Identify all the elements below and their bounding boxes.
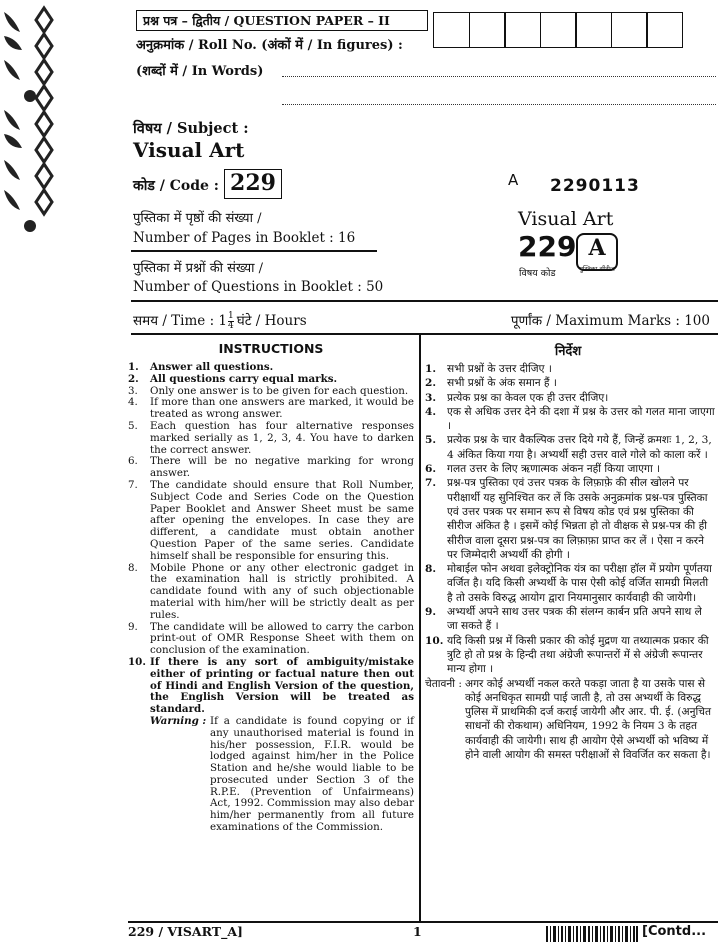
- time-prefix: समय / Time : 1: [133, 313, 227, 329]
- warning-hindi: चेतावनी : अगर कोई अभ्यर्थी नकल करते पकड़ा जाता है या उसके पास से कोई अनधिकृत सामग्री पाई जाती है, तो उस अभ्यर्थी के विरुद्ध पुलिस में प्राथमिकी दर्ज कराई जायेगी और आर. पी. ई. (अनुचित साधनों की रोकथाम) अधिनियम, 1992 के नियम 3 के तहत कार्यवाही की जायेगी। साथ ही आयोग ऐसे अभ्यर्थी को भविष्य में होने वाली आयोग की समस्त परीक्षाओं से विवर्जित कर सकता है।: [425, 677, 711, 762]
- list-item: 3. Only one answer is to be given for each question.: [128, 384, 409, 397]
- roll-number-boxes[interactable]: [433, 12, 682, 48]
- booklet-subject-name: Visual Art: [518, 208, 614, 230]
- list-item: 4. If more than one answers are marked, it would be treated as wrong answer.: [128, 396, 414, 421]
- pages-label-english: Number of Pages in Booklet : 16: [133, 230, 356, 246]
- list-item: 5. प्रत्येक प्रश्न के चार वैकल्पिक उत्तर दिये गये हैं, जिन्हें क्रमशः 1, 2, 3, 4 अंकित किया गया है। अभ्यर्थी सही उत्तर वाले गोले को काला करें ।: [425, 434, 712, 461]
- instructions-list-hindi: [425, 362, 715, 762]
- nirdesh-title: निर्देश: [554, 344, 582, 359]
- roll-digit-box[interactable]: [540, 12, 577, 48]
- list-item: 7. प्रश्न-पत्र पुस्तिका एवं उत्तर पत्रक के लिफ़ाफ़े की सील खोलने पर परीक्षार्थी यह सुनिश्चित कर लें कि उसके अनुक्रमांक प्रश्न-पत्र पुस्तिका एवं उत्तर पत्रक पर समान रूप से विषय कोड एवं प्रश्न पुस्तिका की सीरीज अंकित है । इसमें कोई भिन्नता हो तो वीक्षक से प्रश्न-पत्र की ही सीरीज वाला दूसरा प्रश्न-पत्र का लिफ़ाफ़ा प्राप्त कर लें । ऐसा न करने पर जिम्मेदारी अभ्यर्थी की होगी ।: [425, 477, 708, 561]
- roll-digit-box[interactable]: [646, 12, 683, 48]
- barcode-icon: [546, 926, 638, 942]
- subject-code-caption: विषय कोड: [519, 268, 556, 279]
- roll-digit-box[interactable]: [469, 12, 506, 48]
- time-allowed: [133, 311, 307, 331]
- list-item: 6. There will be no negative marking for wrong answer.: [128, 455, 414, 480]
- question-paper-label: प्रश्न पत्र – द्वितीय / QUESTION PAPER – II: [136, 10, 428, 31]
- list-item: 8. मोबाईल फोन अथवा इलेक्ट्रोनिक यंत्र का परीक्षा हॉल में प्रयोग पूर्णतया वर्जित है। यदि किसी अभ्यर्थी के पास ऐसी कोई वर्जित सामग्री मिलती है तो उसके विरुद्ध आयोग द्वारा नियमानुसार कार्यवाही की जायेगी।: [425, 563, 712, 604]
- booklet-number: 2290113: [550, 176, 640, 196]
- warning-english: Warning : If a candidate is found copying or if any unauthorised material is found in his/her possession, F.I.R. would be lodged against him/her in the Police Station and he/she would liable to be prosecuted under Section 3 of the R.P.E. (Prevention of Unfairmeans) Act, 1992. Commission may also debar him/her permanently from all future examinations of the Commission.: [150, 714, 414, 834]
- list-item: 10. यदि किसी प्रश्न में किसी प्रकार की कोई मुद्रण या तथ्यात्मक प्रकार की त्रुटि हो तो प्रश्न के हिन्दी तथा अंग्रेजी रूपान्तरों में से अंग्रेजी रूपान्तर मान्य होगा ।: [425, 634, 709, 676]
- roll-in-words-field[interactable]: [282, 76, 716, 77]
- series-letter: A: [508, 171, 519, 189]
- list-item: 1. सभी प्रश्नों के उत्तर दीजिए ।: [425, 363, 552, 375]
- list-item: 3. प्रत्येक प्रश्न का केवल एक ही उत्तर दीजिए।: [425, 391, 609, 404]
- time-suffix: घंटे / Hours: [236, 313, 307, 329]
- time-fraction-numerator: 1: [228, 311, 234, 321]
- list-item: 10. If there is any sort of ambiguity/mistake either of printing or factual nature then out of Hindi and English Version of the question, the English Version will be treated as standard.: [128, 655, 414, 716]
- booklet-series-caption: पुस्तिका सीरीज: [579, 265, 615, 273]
- list-item: 9. अभ्यर्थी अपने साथ उत्तर पत्रक की संलग्न कार्बन प्रति अपने साथ ले जा सकते हैं ।: [425, 606, 702, 633]
- questions-label-english: Number of Questions in Booklet : 50: [133, 279, 384, 295]
- roll-digit-box[interactable]: [611, 12, 648, 48]
- decorative-border-motif: [0, 0, 62, 240]
- booklet-series-box: A: [576, 233, 618, 271]
- time-fraction-denominator: 4: [228, 321, 234, 331]
- code-label: कोड / Code :: [133, 178, 219, 194]
- list-item: 2. सभी प्रश्नों के अंक समान हैं ।: [425, 377, 557, 390]
- roll-in-words-field-2[interactable]: [282, 104, 716, 105]
- instructions-title: INSTRUCTIONS: [218, 341, 324, 356]
- questions-label-hindi: पुस्तिका में प्रश्नों की संख्या /: [133, 261, 263, 276]
- list-item: 8. Mobile Phone or any other electronic gadget in the examination hall is strictly prohibited. A candidate found with any of such objectionable material with him/her will be strictly dealt as per rules.: [128, 561, 414, 621]
- list-item: 1. Answer all questions.: [128, 361, 274, 373]
- roll-digit-box[interactable]: [433, 12, 470, 48]
- list-item: 4. एक से अधिक उत्तर देने की दशा में प्रश्न के उत्तर को गलत माना जाएगा ।: [425, 405, 715, 433]
- subject-label: विषय / Subject :: [133, 120, 249, 137]
- subject-name: Visual Art: [133, 138, 245, 162]
- pages-label-hindi: पुस्तिका में पृष्ठों की संख्या /: [133, 211, 262, 226]
- footer-paper-code: 229 / VISART_A]: [128, 924, 243, 939]
- subject-code-box: 229: [224, 169, 282, 199]
- roll-in-words-label: (शब्दों में / In Words): [136, 64, 264, 79]
- list-item: 7. The candidate should ensure that Roll Number, Subject Code and Series Code on the Question Paper Booklet and Answer Sheet must be same after opening the envelopes. In case they are different, a candidate must obtain another Question Paper of the same series. Candidate himself shall be responsible for ensuring this.: [128, 478, 414, 562]
- roll-number-label: अनुक्रमांक / Roll No. (अंकों में / In figures) :: [136, 38, 403, 53]
- list-item: 5. Each question has four alternative responses marked serially as 1, 2, 3, 4. You have to darken the correct answer.: [128, 419, 414, 456]
- booklet-subject-code: 229: [518, 230, 577, 263]
- list-item: 2. All questions carry equal marks.: [128, 372, 338, 385]
- instructions-list-english: [128, 362, 414, 834]
- list-item: 9. The candidate will be allowed to carry the carbon print-out of OMR Response Sheet with them on conclusion of the examination.: [128, 620, 414, 657]
- list-item: 6. गलत उत्तर के लिए ऋणात्मक अंकन नहीं किया जाएगा ।: [425, 463, 661, 476]
- roll-digit-box[interactable]: [575, 12, 612, 48]
- maximum-marks: पूर्णांक / Maximum Marks : 100: [510, 313, 710, 329]
- continued-label: [Contd...: [642, 924, 707, 939]
- roll-digit-box[interactable]: [504, 12, 541, 48]
- column-divider: [419, 335, 421, 922]
- page-number: 1: [413, 924, 422, 939]
